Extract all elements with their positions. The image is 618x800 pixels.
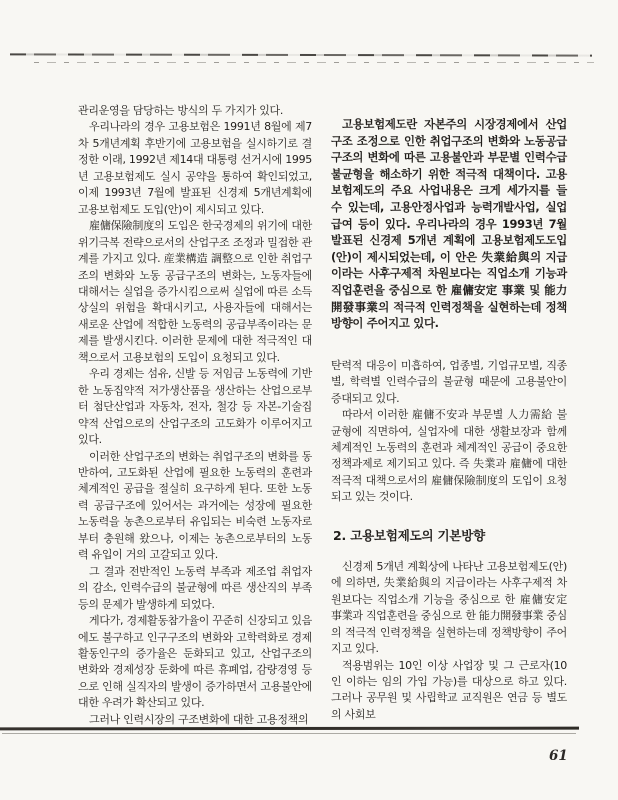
bottom-rule-secondary: [2, 733, 576, 734]
paragraph: 따라서 이러한 雇傭不安과 부문별 人力需給 불균형에 직면하여, 실업자에 대한 생활보장과 함께 체계적인 노동력의 훈련과 체계적인 공급이 중요한 정책과제로 제기되고 있다. 즉 失業과 雇傭에 대한 적극적 대책으로서의 雇傭保險制度의 도입이 요청되고 있는 것이다.: [331, 408, 567, 504]
left-column: [78, 103, 312, 728]
abstract-text: 고용보험제도란 자본주의 시장경제에서 산업구조 조정으로 인한 취업구조의 변화와 노동공급구조의 변화에 따른 고용불안과 부문별 인력수급 불균형을 해소하기 위한 적극적 대책이다. 고용보험제도의 주요 사업내용은 크게 세가지를 들 수 있는데, 고용안정사업과 능력개발사업, 실업급여 등이 있다. 우리나라의 경우 1993년 7월 발표된 신경제 5개년 계획에 고용보험제도도입(안)이 제시되었는데, 이 안은 失業給與의 지급이라는 사후구제적 차원보다는 직업소개 기능과 직업훈련을 중심으로 한 雇傭安定 事業 및 能力開發事業의 적극적 인력정책을 실현하는데 정책방향이 주어지고 있다.: [331, 117, 567, 331]
bottom-rule: [0, 727, 579, 731]
right-column: [331, 103, 567, 728]
paragraph: 우리 경제는 섬유, 신발 등 저임금 노동력에 기반한 노동집약적 저가생산품을 생산하는 산업으로부터 첨단산업과 자동차, 전자, 철강 등 자본-기술집약적 산업으로의 산업구조의 고도화가 이루어지고 있다.: [78, 367, 312, 447]
paragraph: 雇傭保險制度의 도입은 한국경제의 위기에 대한 위기극복 전략으로서의 산업구조 조정과 밀접한 관계를 가지고 있다. 産業構造 調整으로 인한 취업구조의 변화와 노동 공급구조의 변화는, 노동자들에 대해서는 실업을 증가시킴으로써 실업에 따른 소득상실의 위험을 확대시키고, 사용자들에 대해서는 새로운 산업에 적합한 노동력의 공급부족이라는 문제를 발생시킨다. 이러한 문제에 대한 적극적인 대책으로서 고용보험의 도입이 요청되고 있다.: [78, 219, 312, 364]
section-heading: 2. 고용보험제도의 기본방향: [333, 527, 485, 543]
paragraph: 신경제 5개년 계획상에 나타난 고용보험제도(안)에 의하면, 失業給與의 지급이라는 사후구제적 차원보다는 직업소개 기능을 중심으로 한 雇傭安定 事業과 직업훈련을 중심으로 한 能力開發事業 중심의 적극적 인력정책을 실현하는데 정책방향이 주어지고 있다.: [331, 559, 567, 656]
top-rule: [10, 53, 592, 56]
paragraph: 그 결과 전반적인 노동력 부족과 제조업 취업자의 감소, 인력수급의 불균형에 따른 생산직의 부족 등의 문제가 발생하게 되었다.: [78, 564, 312, 611]
paragraph: 관리운영을 담당하는 방식의 두 가지가 있다.: [78, 104, 284, 117]
paragraph: 게다가, 경제활동참가율이 꾸준히 신장되고 있음에도 불구하고 인구구조의 변화와 고학력화로 경제활동인구의 증가율은 둔화되고 있고, 산업구조의 변화와 경제성장 둔화에 따른 휴폐업, 감량경영 등으로 인해 실직자의 발생이 증가하면서 고용불안에 대한 우려가 확산되고 있다.: [78, 614, 312, 710]
paragraph: 적용범위는 10인 이상 사업장 및 그 근로자(10인 이하는 임의 가입 가능)를 대상으로 하고 있다. 그러나 공무원 및 사립학교 교직원은 연금 등 별도의 사회보: [331, 658, 567, 721]
page-number: 61: [549, 748, 568, 764]
top-rule-secondary: [34, 62, 594, 63]
paragraph: 그러나 인력시장의 구조변화에 대한 고용정책의: [89, 712, 309, 726]
two-column-text-area: [78, 103, 567, 728]
paragraph: 우리나라의 경우 고용보험은 1991년 8월에 제7차 5개년계획 후반기에 고용보험을 실시하기로 결정한 이래, 1992년 제14대 대통령 선거시에 1995년 고용보험제도 실시 공약을 통하여 확인되었고, 이제 1993년 7월에 발표된 신경제 5개년계획에 고용보험제도 도입(안)이 제시되고 있다.: [78, 120, 312, 216]
paragraph: 탄력적 대응이 미흡하여, 업종별, 기업규모별, 직종별, 학력별 인력수급의 불균형 때문에 고용불안이 증대되고 있다.: [331, 358, 567, 405]
paragraph: 이러한 산업구조의 변화는 취업구조의 변화를 동반하여, 고도화된 산업에 필요한 노동력의 훈련과 체계적인 공급을 절실히 요구하게 된다. 또한 노동력 공급구조에 있어서는 과거에는 성장에 필요한 노동력을 농촌으로부터 유입되는 비숙련 노동자로부터 충원해 왔으나, 이제는 농촌으로부터의 노동력 유입이 거의 고갈되고 있다.: [78, 449, 312, 562]
